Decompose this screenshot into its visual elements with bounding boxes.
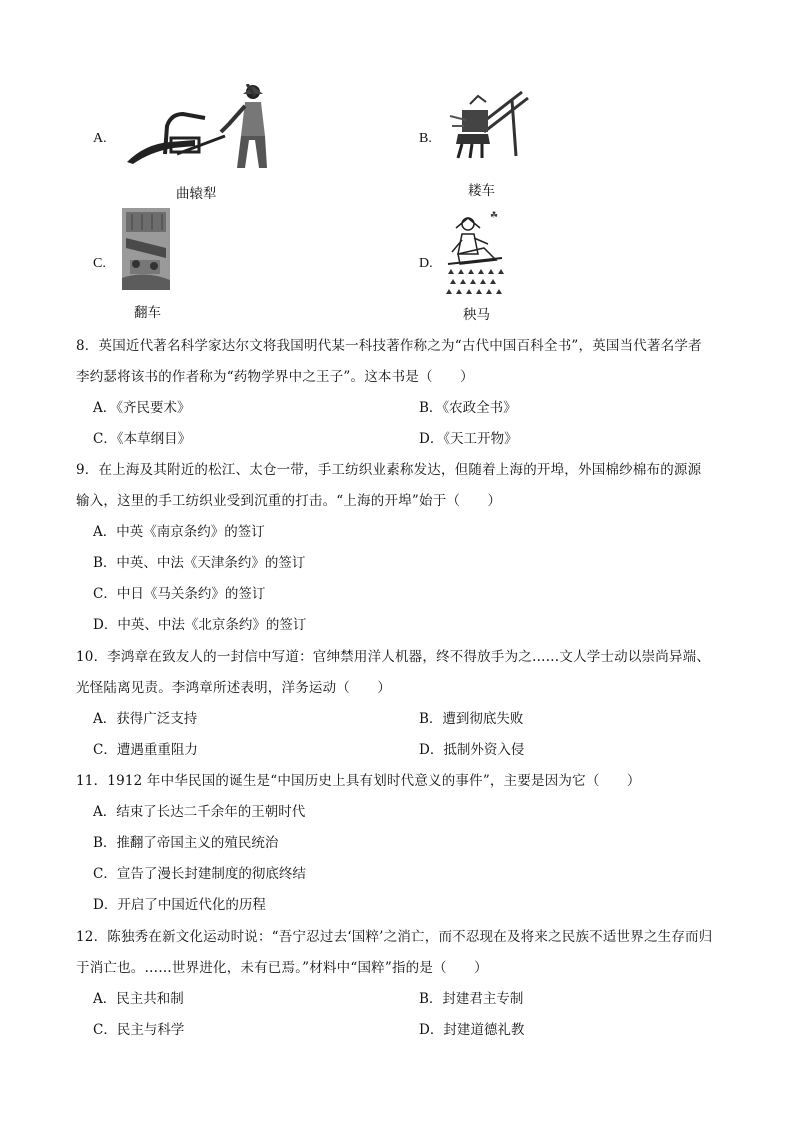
q7-option-a-letter: A. [93, 131, 107, 146]
option-c[interactable]: C．中日《马关条约》的签订 [93, 586, 266, 602]
option-d[interactable]: D．抵制外资入侵 [419, 742, 525, 758]
option-b[interactable]: B．《农政全书》 [419, 400, 517, 416]
option-a[interactable]: A．民主共和制 [93, 991, 184, 1007]
plow-illustration [125, 84, 270, 174]
q7-option-c-letter: C. [93, 256, 106, 271]
question-stem-line: 输入，这里的手工纺织业受到沉重的打击。“上海的开埠”始于（ ） [76, 493, 502, 509]
seed-drill-illustration [448, 86, 530, 162]
option-d[interactable]: D．中英、中法《北京条约》的签订 [93, 617, 307, 633]
option-c[interactable]: C．宣告了漫长封建制度的彻底终结 [93, 866, 306, 882]
option-c[interactable]: C．遭遇重重阻力 [93, 742, 198, 758]
option-b[interactable]: B．遭到彻底失败 [419, 711, 524, 727]
option-b[interactable]: B．封建君主专制 [419, 991, 524, 1007]
chain-pump-illustration [122, 208, 170, 290]
svg-text:☘: ☘ [490, 211, 499, 221]
q7-option-d-letter: D. [419, 256, 433, 271]
option-d[interactable]: D．开启了中国近代化的历程 [93, 897, 266, 913]
option-b[interactable]: B．中英、中法《天津条约》的签订 [93, 555, 306, 571]
option-a[interactable]: A．中英《南京条约》的签订 [93, 524, 265, 540]
question-stem-line: 9．在上海及其附近的松江、太仓一带，手工纺织业素称发达，但随着上海的开埠，外国棉纱棉布的源源 [76, 462, 702, 478]
q7-option-b-caption: 耧车 [468, 183, 495, 199]
option-a[interactable]: A．获得广泛支持 [93, 711, 198, 727]
option-b[interactable]: B．推翻了帝国主义的殖民统治 [93, 835, 279, 851]
question-stem-line: 光怪陆离见责。李鸿章所述表明，洋务运动（ ） [76, 680, 392, 696]
q7-option-b-letter: B. [419, 131, 432, 146]
option-d[interactable]: D．《天工开物》 [419, 431, 518, 447]
option-c[interactable]: C．民主与科学 [93, 1022, 185, 1038]
question-stem-line: 于消亡也。……世界进化，未有已焉。”材料中“国粹”指的是（ ） [76, 960, 488, 976]
rice-seedling-boat-illustration [444, 208, 506, 298]
question-stem-line: 李约瑟将该书的作者称为“药物学界中之王子”。这本书是（ ） [76, 369, 474, 385]
question-stem-line: 10．李鸿章在致友人的一封信中写道：官绅禁用洋人机器，终不得放手为之……文人学士动以崇尚异端、 [76, 649, 711, 665]
q7-option-a-caption: 曲辕犁 [176, 186, 217, 202]
option-d[interactable]: D．封建道德礼教 [419, 1022, 525, 1038]
option-a[interactable]: A．结束了长达二千余年的王朝时代 [93, 804, 306, 820]
question-stem-line: 8．英国近代著名科学家达尔文将我国明代某一科技著作称之为“古代中国百科全书”，英国当代著名学者 [76, 338, 702, 354]
q7-option-d-caption: 秧马 [463, 307, 490, 323]
question-stem-line: 11．1912 年中华民国的诞生是“中国历史上具有划时代意义的事件”，主要是因为它（ ） [76, 773, 641, 789]
q7-option-c-caption: 翻车 [134, 305, 161, 321]
option-c[interactable]: C．《本草纲目》 [93, 431, 192, 447]
option-a[interactable]: A．《齐民要术》 [93, 400, 191, 416]
question-stem-line: 12．陈独秀在新文化运动时说：“吾宁忍过去‘国粹’之消亡，而不忍现在及将来之民族不适世界之生存而归 [76, 929, 713, 945]
